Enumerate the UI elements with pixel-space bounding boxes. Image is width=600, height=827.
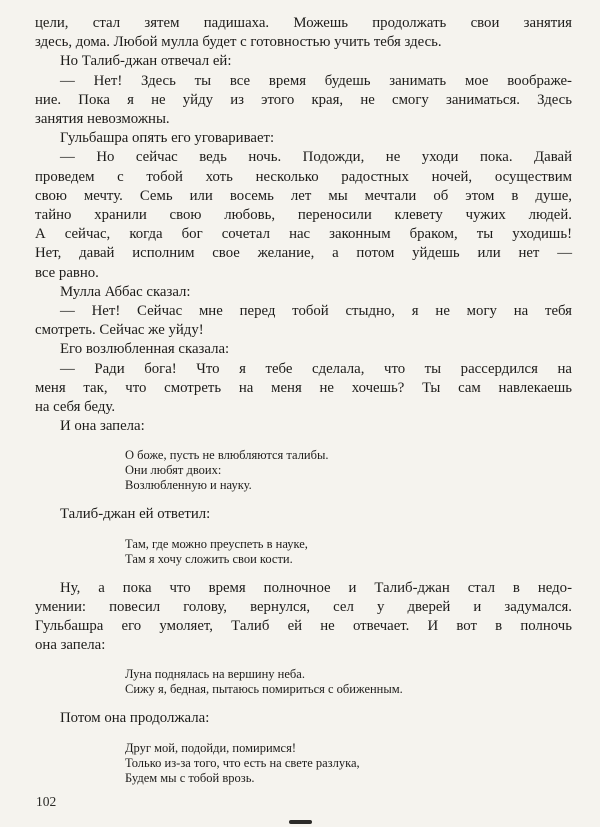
verse-line: Будем мы с тобой врозь.	[125, 770, 255, 785]
text-line: Нет, давай исполним свое желание, а потом уйдешь или нет —	[35, 245, 572, 262]
verse-block	[125, 537, 572, 567]
text-line: Гульбашра его умоляет, Талиб ей не отвечает. И вот в полночь	[35, 618, 572, 635]
paragraph	[35, 417, 572, 436]
paragraph	[35, 129, 572, 148]
text-line: — Ради бога! Что я тебе сделала, что ты рассердился на	[60, 360, 572, 377]
text-line: Его возлюбленная сказала:	[60, 341, 230, 358]
text-line: А сейчас, когда бог сочетал нас законным браком, ты уходишь!	[35, 226, 572, 243]
text-line: смотреть. Сейчас же уйду!	[35, 322, 204, 339]
paragraph	[35, 709, 572, 728]
verse-line: Только из-за того, что есть на свете разлука,	[125, 755, 360, 770]
text-line: меня так, что смотреть на меня не хочешь? Ты сам навлекаешь	[35, 379, 572, 396]
verse-line: Сижу я, бедная, пытаюсь помириться с обиженным.	[125, 682, 403, 697]
text-line: Мулла Аббас сказал:	[60, 283, 191, 300]
scan-artifact-mark	[289, 820, 312, 824]
paragraph	[35, 14, 572, 52]
text-line: ние. Пока я не уйду из этого края, не смогу заниматься. Здесь	[35, 91, 572, 108]
verse-block	[125, 741, 572, 786]
paragraph	[35, 302, 572, 340]
verse-line: Возлюбленную и науку.	[125, 478, 252, 493]
verse-line: Там я хочу сложить свои кости.	[125, 551, 293, 566]
verse-block	[125, 667, 572, 697]
paragraph	[35, 579, 572, 656]
text-line: умении: повесил голову, вернулся, сел у дверей и задумался.	[35, 598, 572, 615]
text-line: — Нет! Сейчас мне перед тобой стыдно, я не могу на тебя	[60, 303, 572, 320]
paragraph	[35, 72, 572, 130]
text-line: все равно.	[35, 264, 99, 281]
text-line: Но Талиб-джан отвечал ей:	[60, 53, 232, 70]
text-line: Потом она продолжала:	[60, 710, 210, 727]
text-line: цели, стал зятем падишаха. Можешь продолжать свои занятия	[35, 15, 572, 31]
text-line: проведем с тобой хоть несколько радостных ночей, осуществим	[35, 168, 572, 185]
verse-line: Луна поднялась на вершину неба.	[125, 667, 305, 682]
text-line: — Но сейчас ведь ночь. Подожди, не уходи пока. Давай	[60, 149, 572, 166]
page-number: 102	[36, 793, 57, 809]
text-line: — Нет! Здесь ты все время будешь занимать мое воображе-	[60, 72, 572, 89]
verse-line: Они любят двоих:	[125, 463, 222, 478]
text-line: Талиб-джан ей ответил:	[60, 506, 211, 523]
paragraph	[35, 505, 572, 524]
verse-line: Друг мой, подойди, помиримся!	[125, 740, 297, 755]
verse-line: Там, где можно преуспеть в науке,	[125, 536, 308, 551]
text-line: она запела:	[35, 637, 106, 654]
text-line: занятия невозможны.	[35, 111, 170, 128]
text-line: тайно хранили свою любовь, переносили клевету чужих людей.	[35, 207, 572, 224]
text-line: на себя беду.	[35, 399, 116, 416]
paragraph	[35, 148, 572, 282]
text-line: И она запела:	[60, 418, 145, 435]
paragraph	[35, 340, 572, 359]
paragraph	[35, 283, 572, 302]
paragraph	[35, 52, 572, 71]
text-line: свою мечту. Семь или восемь лет мы мечтали об этом в душе,	[35, 187, 572, 204]
verse-block	[125, 448, 572, 493]
verse-line: О боже, пусть не влюбляются талибы.	[125, 448, 329, 463]
paragraph	[35, 360, 572, 418]
text-line: здесь, дома. Любой мулла будет с готовностью учить тебя здесь.	[35, 34, 442, 51]
text-line: Гульбашра опять его уговаривает:	[60, 130, 275, 147]
text-line: Ну, а пока что время полночное и Талиб-джан стал в недо-	[60, 579, 572, 596]
